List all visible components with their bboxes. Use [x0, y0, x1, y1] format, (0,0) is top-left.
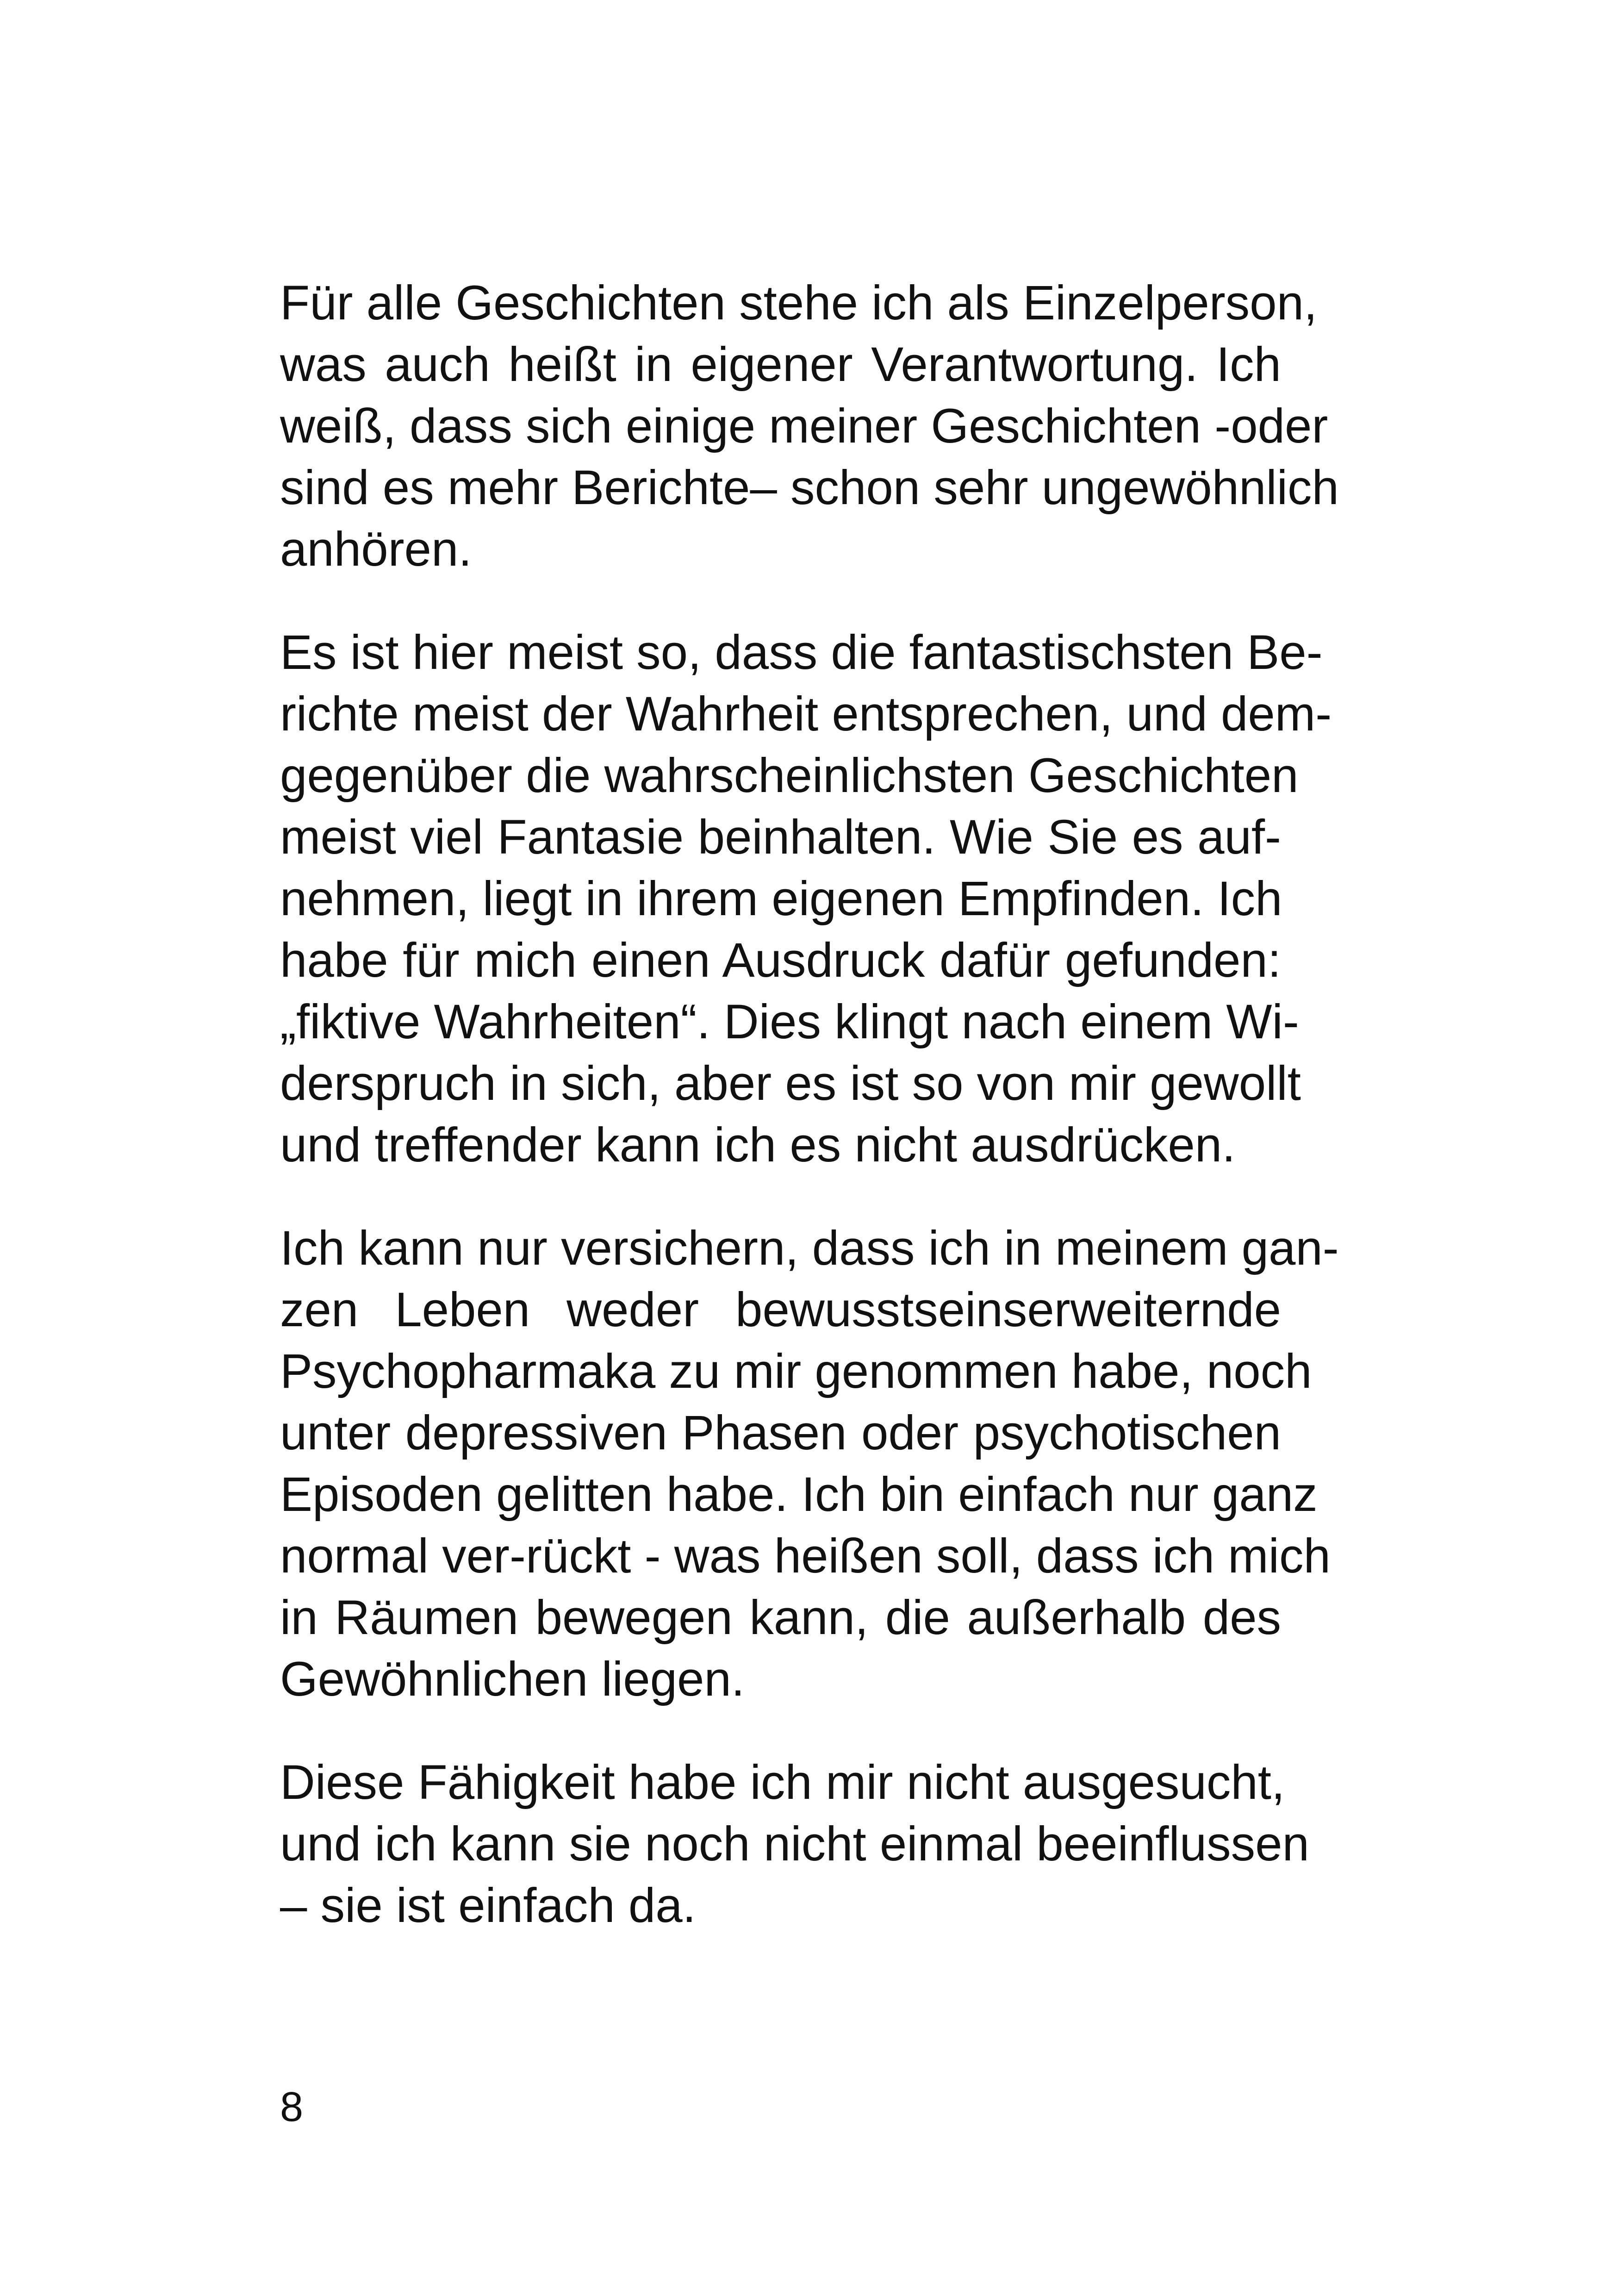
text-line: nehmen, liegt in ihrem eigenen Empfinden. Ich	[280, 872, 1282, 926]
text-line: richte meist der Wahrheit entsprechen, und dem-	[280, 687, 1332, 741]
text-line: normal ver-rückt - was heißen soll, dass ich mich	[280, 1529, 1331, 1583]
text-line: anhören.	[280, 522, 472, 576]
text-line: gegenüber die wahrscheinlichsten Geschichten	[280, 749, 1299, 803]
text-line: und ich kann sie noch nicht einmal beeinflussen	[280, 1817, 1309, 1871]
text-line: – sie ist einfach da.	[280, 1878, 696, 1933]
text-line: Gewöhnlichen liegen.	[280, 1652, 745, 1706]
text-line: Diese Fähigkeit habe ich mir nicht ausgesucht,	[280, 1755, 1285, 1809]
text-line: unter depressiven Phasen oder psychotischen	[280, 1406, 1281, 1460]
paragraph-4	[280, 1752, 1309, 1936]
body-text	[280, 272, 1339, 1936]
text-line: was auch heißt in eigener Verantwortung. Ich	[280, 337, 1281, 392]
text-line: und treffender kann ich es nicht ausdrücken.	[280, 1118, 1236, 1172]
text-line: Für alle Geschichten stehe ich als Einzelperson,	[280, 276, 1318, 330]
text-line: sind es mehr Berichte– schon sehr ungewöhnlich	[280, 461, 1339, 515]
paragraph-1	[280, 272, 1339, 580]
text-line: habe für mich einen Ausdruck dafür gefunden:	[280, 933, 1281, 987]
text-line: „fiktive Wahrheiten“. Dies klingt nach einem Wi-	[280, 995, 1299, 1049]
text-line: weiß, dass sich einige meiner Geschichten -oder	[280, 399, 1328, 453]
text-line: meist viel Fantasie beinhalten. Wie Sie es auf-	[280, 810, 1281, 864]
paragraph-2	[280, 622, 1332, 1176]
text-line: Es ist hier meist so, dass die fantastischsten Be-	[280, 625, 1323, 680]
text-line: Psychopharmaka zu mir genommen habe, noch	[280, 1344, 1312, 1398]
text-line: derspruch in sich, aber es ist so von mir gewollt	[280, 1056, 1301, 1111]
paragraph-3	[280, 1217, 1339, 1710]
text-line: Episoden gelitten habe. Ich bin einfach nur ganz	[280, 1467, 1318, 1522]
page-number: 8	[280, 2084, 304, 2130]
text-line: Ich kann nur versichern, dass ich in meinem gan-	[280, 1221, 1339, 1275]
text-line: in Räumen bewegen kann, die außerhalb des	[280, 1591, 1281, 1645]
text-line: zen Leben weder bewusstseinserweiternde	[280, 1283, 1281, 1337]
